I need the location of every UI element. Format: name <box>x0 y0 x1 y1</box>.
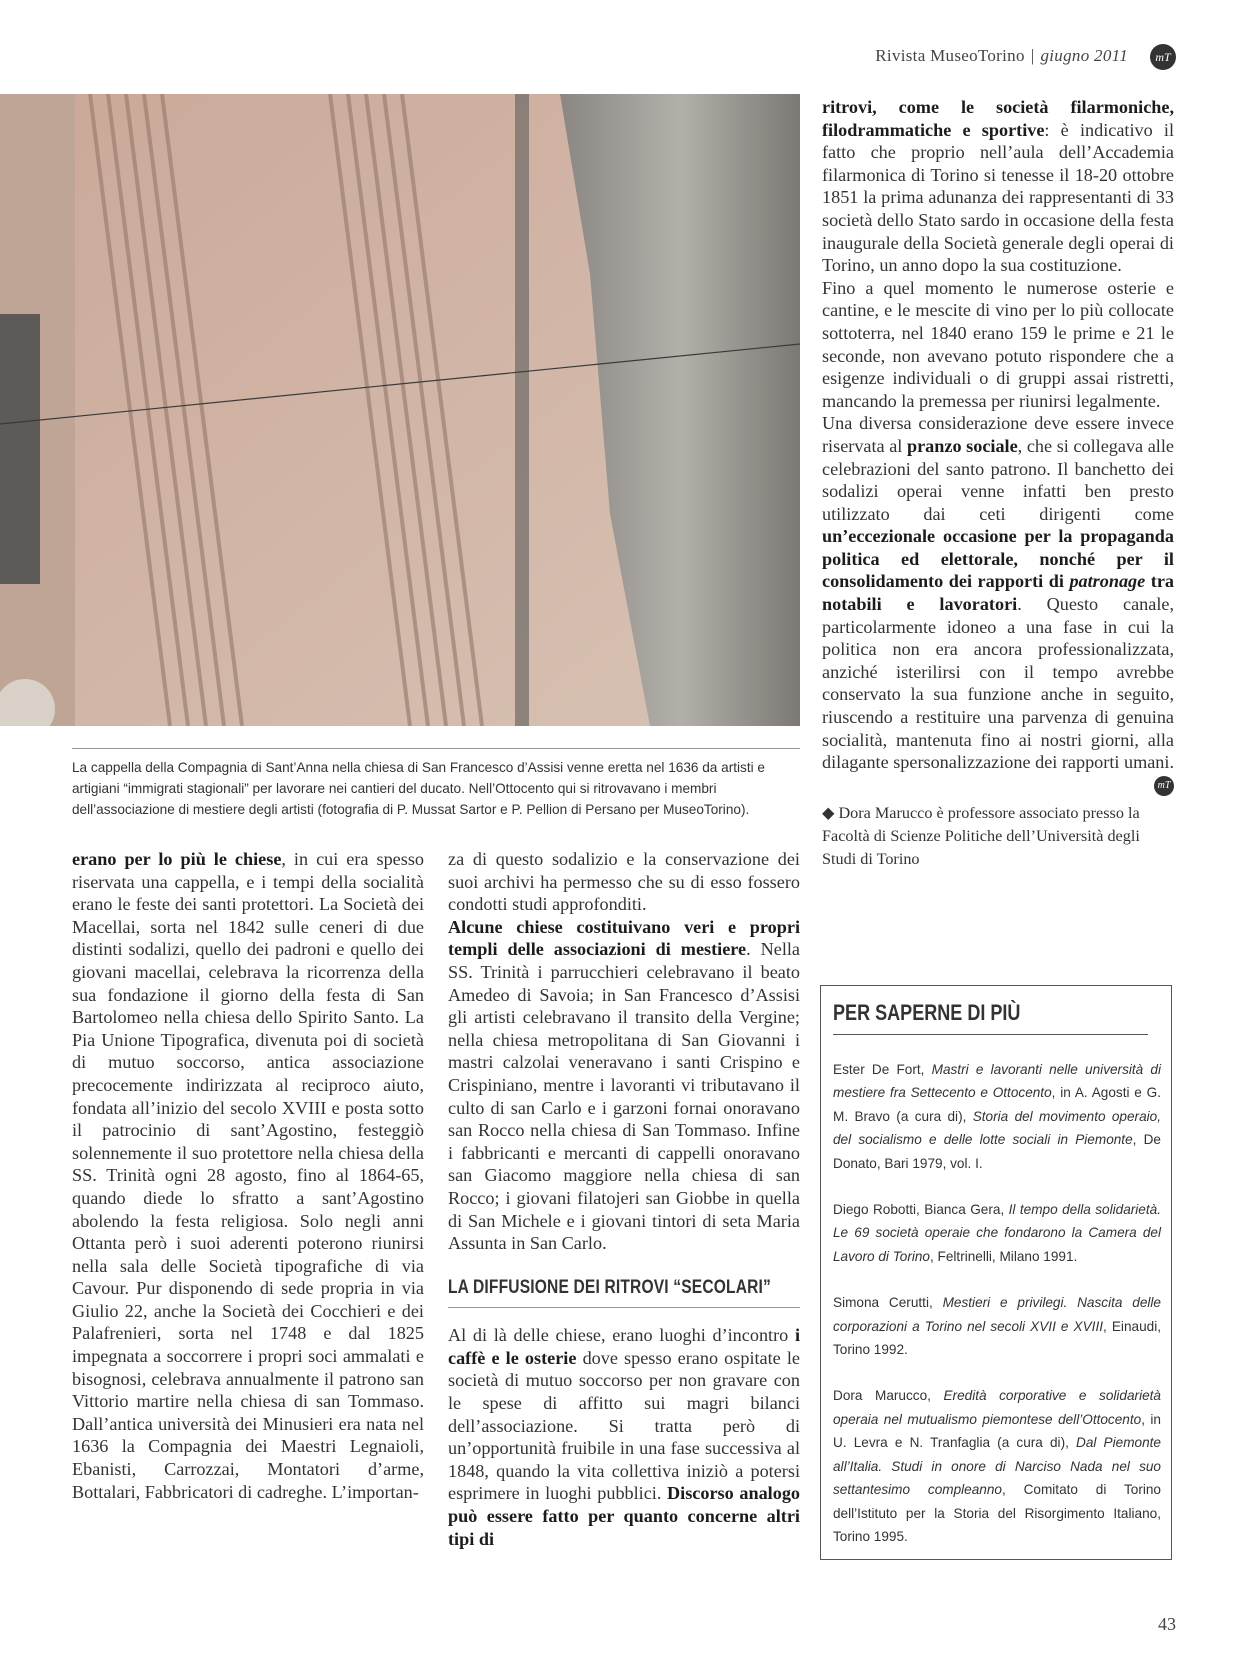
bold-lead: Alcune chiese costituivano veri e propri templi delle associazioni di mestiere <box>448 916 800 960</box>
header-separator: | <box>1030 46 1035 65</box>
bold-phrase: i caffè e le osterie <box>448 1325 800 1368</box>
bold-phrase: un’eccezionale occasione per la propaganda politica ed elettorale, nonché per il consolidamento dei rapporti di <box>822 526 1174 592</box>
paragraph-text: dove spesso erano ospitate le società di mutuo soccorso per non gravare con le spese di affitto sui magri bilanci dell’associazione. Si tratta però di un’opportunità fruibile in una fase successiva al 1848, quando la vita collettiva iniziò a potersi esprimere in luoghi pubblici. <box>448 1347 800 1504</box>
bold-phrase: Discorso analogo può essere fatto per quanto concerne altri tipi di <box>448 1483 800 1549</box>
paragraph <box>448 916 800 1255</box>
ref-text: , De Donato, Bari 1979, vol. I. <box>833 1132 1161 1171</box>
section-heading: LA DIFFUSIONE DEI RITROVI “SECOLARI” <box>448 1276 772 1298</box>
museotorino-logo-icon: mT <box>1150 44 1176 70</box>
paragraph <box>822 412 1174 774</box>
ref-text: , Feltrinelli, Milano 1991. <box>929 1248 1078 1264</box>
ref-text: , Einaudi, Torino 1992. <box>833 1318 1161 1358</box>
ref-author: Dora Marucco, <box>833 1388 944 1404</box>
paragraph <box>822 96 1174 277</box>
facade-illustration <box>0 94 800 726</box>
bold-phrase: tra notabili e lavoratori <box>822 571 1174 615</box>
ref-title: Mastri e lavoranti nelle università di mestiere fra Settecento e Ottocento <box>833 1062 1161 1101</box>
running-header <box>875 46 1128 66</box>
reference-item <box>833 1384 1161 1548</box>
paragraph-text: . Questo canale, particolarmente idoneo a una fase in cui la politica non era ancora professionalizzata, anziché isterilirsi con il tempo avrebbe conservato la sua funzione anche in seguito, riuscendo a restituire una parvenza di genuina socialità, mantenuta fino ai nostri giorni, alla dilagante spersonalizzazione dei rapporti umani. <box>822 594 1175 773</box>
reference-item <box>833 1058 1161 1175</box>
photo-caption: La cappella della Compagnia di Sant’Anna nella chiesa di San Francesco d’Assisi venne eretta nel 1636 da artisti e artigiani “immigrati stagionali” per lavorare nei cantieri del ducato. Nell’Ottocento qui si ritrovavano i membri dell’associazione di mestiere degli artisti (fotografia di P. Mussat Sartor e P. Pellion di Persano per MuseoTorino). <box>72 760 765 817</box>
further-reading-box <box>820 985 1172 1560</box>
bold-phrase: pranzo sociale <box>906 435 1018 456</box>
ref-text: , in A. Agosti e G. M. Bravo (a cura di), <box>833 1085 1162 1124</box>
column-1 <box>72 848 424 1503</box>
window-icon <box>0 314 40 584</box>
paragraph: za di questo sodalizio e la conservazione dei suoi archivi ha permesso che su di esso fossero condotti studi approfonditi. <box>448 849 800 915</box>
ref-title: Dal Piemonte all’Italia. Studi in onore di Narciso Nada nel suo settantesimo compleanno <box>833 1435 1161 1498</box>
author-note: ◆ Dora Marucco è professore associato presso la Facoltà di Scienze Politiche dell’Università degli Studi di Torino <box>822 803 1140 868</box>
magazine-name: Rivista MuseoTorino <box>875 46 1025 65</box>
page-number: 43 <box>1158 1614 1176 1634</box>
ref-title: Storia del movimento operaio, del socialismo e delle lotte sociali in Piemonte <box>833 1108 1161 1148</box>
ref-text: , in U. Levra e N. Tranfaglia (a cura di), <box>833 1411 1161 1451</box>
reference-item <box>833 1198 1161 1268</box>
bold-lead: erano per lo più le chiese <box>72 849 282 869</box>
italic-term: patronage <box>1069 571 1146 592</box>
ref-title: Mestieri e privilegi. Nascita delle corporazioni a Torino nel secoli XVII e XVIII <box>833 1295 1161 1334</box>
ref-text: , Comitato di Torino dell’Istituto per la Storia del Risorgimento Italiano, Torino 1995. <box>833 1482 1161 1544</box>
paragraph-text: , che si collegava alle celebrazioni del santo patrono. Il banchetto dei sodalizi operai venne infatti ben presto utilizzato dai ceti dirigenti come <box>822 435 1174 524</box>
reference-list <box>833 1058 1161 1571</box>
column-2 <box>448 848 800 1550</box>
reference-item <box>833 1291 1161 1361</box>
end-mark-icon: mT <box>1154 776 1174 796</box>
bold-lead: ritrovi, come le società filarmoniche, filodrammatiche e sportive <box>822 97 1174 140</box>
paragraph-text: Al di là delle chiese, erano luoghi d’incontro <box>448 1325 795 1346</box>
issue-date: giugno 2011 <box>1040 46 1128 65</box>
ref-author: Diego Robotti, Bianca Gera, <box>833 1202 1009 1218</box>
ref-title: Eredità corporative e solidarietà operaia nel mutualismo piemontese dell’Ottocento <box>833 1388 1161 1427</box>
box-title: PER SAPERNE DI PIÙ <box>833 1000 1021 1025</box>
box-title-wrap <box>833 1000 1148 1035</box>
paragraph-text: , in cui era spesso riservata una cappella, e i tempi della socialità erano le feste dei santi protettori. La Società dei Macellai, sorta nel 1842 sulle ceneri di due distinti sodalizi, quello dei padroni e quello dei giovani macellai, celebrava la ricorrenza della sua fondazione il giorno della festa di San Bartolomeo nella chiesa dello Spirito Santo. La Pia Unione Tipografica, divenuta poi di società di mutuo soccorso, antica associazione precocemente indirizzata al reciproco aiuto, fondata all’inizio del secolo XVIII e posta sotto il patrocinio di sant’Agostino, festeggiò solennemente il suo protettore nella chiesa della SS. Trinità ogni 28 agosto, fino al 1864-65, quando diede lo sfratto a sant’Agostino abolendo la festa religiosa. Solo negli anni Ottanta però i suoi aderenti poterono riunirsi nella sala delle Società tipografiche di via Cavour. Pur disponendo di sede propria in via Giulio 22, anche la Società dei Cocchieri e dei Palafrenieri, sorta nel 1748 e dal 1825 impegnata a soccorrere i propri soci ammalati e bisognosi, celebrava annualmente il patrono san Vittorio martire nella chiesa di san Tommaso. Dall’antica università dei Minusieri era nata nel 1636 la Compagnia dei Maestri Legnaioli, Ebanisti, Carrozzai, Montatori d’arme, Bottalari, Fabbricatori di cadreghe. L’importan- <box>72 849 424 1502</box>
section-heading-wrap <box>448 1269 800 1309</box>
paragraph <box>448 1324 800 1550</box>
ref-title: Il tempo della solidarietà. Le 69 società operaie che fondarono la Camera del Lavoro di Torino <box>833 1202 1161 1264</box>
paragraph-text: . Nella SS. Trinità i parrucchieri celebravano il beato Amedeo di Savoia; in San Francesco d’Assisi gli artisti celebravano il transito della Vergine; nella chiesa metropolitana di San Giovanni i mastri calzolai veneravano i santi Crispino e Crispiniano, mentre i lavoranti vi tributavano il culto di san Carlo e i garzoni fornai onoravano san Rocco nella chiesa di San Tommaso. Infine i fabbricanti e mercanti di cappelli onoravano san Giacomo maggiore nella chiesa di san Rocco; i giovani filatojeri san Giobbe in quella di San Michele e i giovani tintori di seta Maria Assunta in San Carlo. <box>448 939 800 1254</box>
paragraph-text: : è indicativo il fatto che proprio nell’aula dell’Accademia filarmonica di Torino si tenesse il 18-20 ottobre 1851 la prima adunanza dei rappresentanti di 33 società dello Stato sardo in occasione della festa inaugurale della Società generale degli operai di Torino, un anno dopo la sua costituzione. <box>822 119 1174 276</box>
paragraph-text: Una diversa considerazione deve essere invece riservata al <box>822 413 1174 456</box>
paragraph: Fino a quel momento le numerose osterie e cantine, e le mescite di vino per lo più collocate sottoterra, nel 1840 erano 159 le prime e 21 le seconde, non avevano potuto rispondere che a esigenze individuali o di gruppi assai ristretti, mancando la premessa per riunirsi legalmente. <box>822 277 1174 411</box>
ref-author: Ester De Fort, <box>833 1062 932 1077</box>
chapel-facade-photo <box>0 94 800 726</box>
paragraph <box>72 848 424 1503</box>
caption-rule <box>72 748 800 749</box>
column-3 <box>822 96 1174 871</box>
ref-author: Simona Cerutti, <box>833 1295 943 1311</box>
